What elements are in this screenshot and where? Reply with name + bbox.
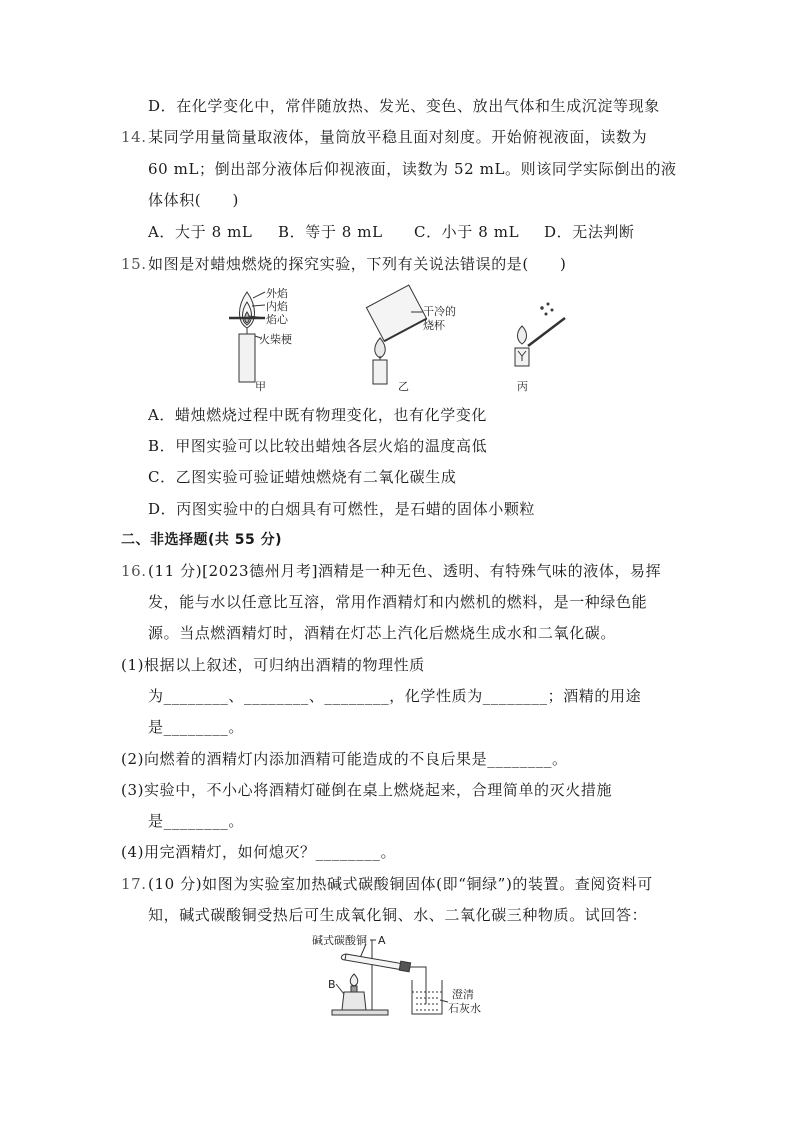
q16-sub1-line1: (1)根据以上叙述，可归纳出酒精的物理性质 [121,656,425,674]
label-beaker: 烧杯 [423,319,445,332]
label-outer-flame: 外焰 [266,287,288,300]
q14-option-b[interactable]: B．等于 8 mL [278,223,383,241]
q15-option-a[interactable]: A．蜡烛燃烧过程中既有物理变化，也有化学变化 [148,406,488,424]
label-limewater-1: 澄清 [452,988,474,1001]
caption-bing: 丙 [517,380,528,393]
q16-sub3-line1: (3)实验中，不小心将酒精灯碰倒在桌上燃烧起来，合理简单的灭火措施 [121,781,613,799]
q14-stem-line1: 某同学用量筒量取液体，量筒放平稳且面对刻度。开始俯视液面，读数为 [148,128,648,146]
q16-sub4: (4)用完酒精灯，如何熄灭？________。 [121,843,397,861]
q15-option-c[interactable]: C．乙图实验可验证蜡烛燃烧有二氧化碳生成 [148,468,457,486]
q16-number: 16. [121,562,147,580]
q13-option-d: D．在化学变化中，常伴随放热、发光、变色、放出气体和生成沉淀等现象 [148,97,660,115]
q14-stem-line2: 60 mL；倒出部分液体后仰视液面，读数为 52 mL。则该同学实际倒出的液 [148,160,677,178]
label-inner-flame: 内焰 [266,300,288,313]
q16-sub3-line2: 是________。 [148,812,245,830]
q17-number: 17. [121,875,147,893]
q16-sub1-line2: 为________、________、________，化学性质为________；酒精的用途 [148,687,642,705]
q15-option-d[interactable]: D．丙图实验中的白烟具有可燃性，是石蜡的固体小颗粒 [148,500,536,518]
q14-option-d[interactable]: D．无法判断 [544,223,635,241]
label-flame-core: 焰心 [266,313,288,326]
q15-number: 15. [121,255,147,273]
q17-line1: (10 分)如图为实验室加热碱式碳酸铜固体(即“铜绿”)的装置。查阅资料可 [148,875,653,893]
caption-jia: 甲 [255,380,266,393]
q16-sub1-line3: 是________。 [148,718,245,736]
q16-line2: 发，能与水以任意比互溶，常用作酒精灯和内燃机的燃料，是一种绿色能 [148,593,648,611]
figure-yi [366,285,426,384]
label-dry-cold: 干冷的 [423,305,456,318]
copper-carbonate-apparatus-figure [308,930,488,1020]
letter-a: A [378,934,386,947]
q16-sub2: (2)向燃着的酒精灯内添加酒精可能造成的不良后果是________。 [121,750,568,768]
figure-bing [515,303,565,366]
q15-stem: 如图是对蜡烛燃烧的探究实验，下列有关说法错误的是( ) [148,255,567,273]
label-limewater-2: 石灰水 [448,1002,481,1015]
label-basic-copper-carbonate: 碱式碳酸铜 [312,934,367,947]
candle-experiment-figure [225,284,570,396]
q16-line3: 源。当点燃酒精灯时，酒精在灯芯上汽化后燃烧生成水和二氧化碳。 [148,624,617,642]
q17-line2: 知，碱式碳酸铜受热后可生成氧化铜、水、二氧化碳三种物质。试回答： [148,906,648,924]
q14-options [148,221,635,243]
q16-line1: (11 分)[2023德州月考]酒精是一种无色、透明、有特殊气味的液体，易挥 [148,562,662,580]
letter-b: B [328,978,336,991]
label-match-stick: 火柴梗 [259,333,292,346]
section-heading: 二、非选择题(共 55 分) [121,532,283,548]
caption-yi: 乙 [398,380,409,393]
q14-option-a[interactable]: A．大于 8 mL [148,223,253,241]
q15-option-b[interactable]: B．甲图实验可以比较出蜡烛各层火焰的温度高低 [148,437,488,455]
q14-stem-line3: 体体积( ) [148,191,239,209]
q14-option-c[interactable]: C．小于 8 mL [414,223,520,241]
q14-number: 14. [121,128,147,146]
